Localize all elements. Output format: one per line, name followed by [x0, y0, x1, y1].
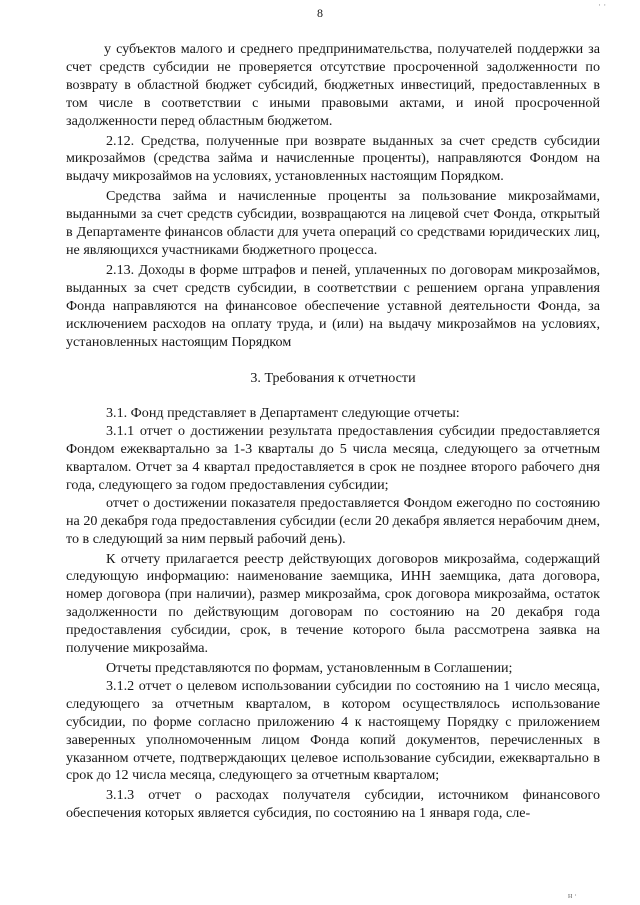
- document-body: [66, 41, 600, 823]
- paragraph-3-1-2: 3.1.2 отчет о целевом использовании субсидии по состоянию на 1 число месяца, следующего за отчетным кварталом, в котором осуществлялось использование субсидии, по форме согласно приложению 4 к настоящему Порядку с приложением заверенных уполномоченным лицом Фонда копий документов, перечисленных в указанном отчете, подтверждающих целевое использование субсидии, ежеквартально в срок до 12 числа месяца, следующего за отчетным кварталом;: [66, 677, 600, 784]
- paragraph-loan-registry: К отчету прилагается реестр действующих договоров микрозайма, содержащий следующую информацию: наименование заемщика, ИНН заемщика, дата договора, номер договора (при наличии), размер микрозайма, срок договора микрозайма, остаток задолженности по действующим договорам по состоянию на 20 декабря года предоставления субсидии, срок, в течение которого была рассмотрена заявка на получение микрозайма.: [66, 550, 600, 657]
- paragraph-2-12: 2.12. Средства, полученные при возврате выданных за счет средств субсидии микрозаймов (средства займа и начисленные проценты), направляются Фондом на выдачу микрозаймов на условиях, установленных настоящим Порядком.: [66, 132, 600, 185]
- page-number: 8: [317, 6, 323, 20]
- paragraph-loan-funds-return: Средства займа и начисленные проценты за пользование микрозаймами, выданными за счет средств субсидии, возвращаются на лицевой счет Фонда, открытый в Департаменте финансов области для учета операций со средствами юридических лиц, не являющихся участниками бюджетного процесса.: [66, 188, 600, 258]
- paragraph-report-forms: Отчеты представляются по формам, установленным в Соглашении;: [106, 660, 513, 676]
- paragraph-3-1-1: 3.1.1 отчет о достижении результата предоставления субсидии предоставляется Фондом ежеквартально за 1-3 кварталы до 5 числа месяца, следующего за отчетным кварталом. Отчет за 4 квартал предоставляется в срок не позднее второго рабочего дня года, следующего за годом предоставления субсидии;: [66, 423, 600, 493]
- paragraph-continuation-subjects: у субъектов малого и среднего предпринимательства, получателей поддержки за счет средств субсидии не проверяется отсутствие просроченной задолженности по возврату в областной бюджет субсидий, бюджетных инвестиций, предоставленных в том числе в соответствии с иными правовыми актами, и иной просроченной задолженности перед областным бюджетом.: [66, 41, 600, 129]
- section-heading-reporting: 3. Требования к отчетности: [250, 370, 416, 387]
- paragraph-3-1-3: 3.1.3 отчет о расходах получателя субсидии, источником финансового обеспечения которых является субсидия, по состоянию на 1 января года, сле-: [66, 787, 600, 822]
- scan-footer-mark: н ·: [568, 891, 577, 900]
- paragraph-3-1: 3.1. Фонд представляет в Департамент следующие отчеты:: [106, 405, 460, 422]
- paragraph-indicator-report: отчет о достижении показателя предоставляется Фондом ежегодно по состоянию на 20 декабря года предоставления субсидии (если 20 декабря является нерабочим днем, то в следующий за ним первый рабочий день).: [66, 494, 600, 547]
- paragraph-2-13: 2.13. Доходы в форме штрафов и пеней, уплаченных по договорам микрозаймов, выданных за счет средств субсидии, в соответствии с решением органа управления Фонда направляются на финансовое обеспечение уставной деятельности Фонда, за исключением расходов на оплату труда, и (или) на выдачу микрозаймов на условиях, установленных настоящим Порядком: [66, 261, 600, 350]
- scan-corner-mark: · ·: [598, 0, 607, 10]
